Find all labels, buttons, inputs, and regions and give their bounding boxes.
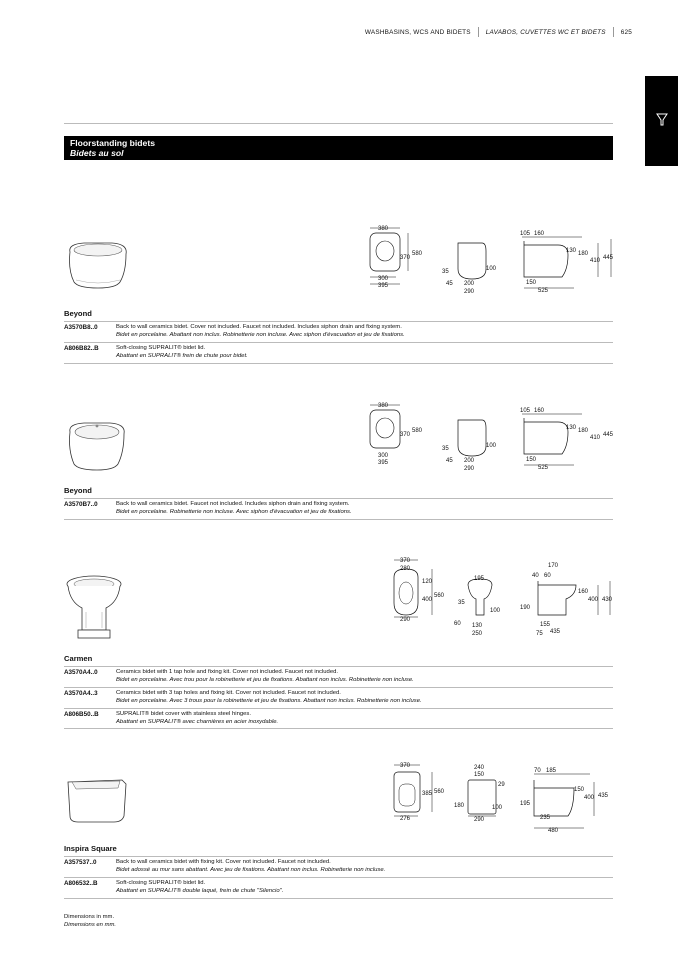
table-row <box>64 342 613 364</box>
description-fr: Bidet en porcelaine. Robinetterie non incluse. Avec siphon d'évacuation et jeu de fixations. <box>116 508 352 515</box>
dim-label: 120 <box>422 579 433 585</box>
dim-label: 400 <box>588 597 599 603</box>
dim-label: 35 <box>442 446 449 452</box>
description-en: Ceramics bidet with 3 tap holes and fixing kit. Cover not included. Faucet not included. <box>116 689 341 696</box>
dim-label: 580 <box>412 428 423 434</box>
table-row <box>64 877 613 899</box>
section-title-en: Floorstanding bidets <box>70 138 155 148</box>
inspira-square-bidet-image <box>64 772 130 826</box>
description-fr: Bidet en porcelaine. Avec trou pour la robinetterie et jeu de fixations. Abattant non inclus. Robinetterie non incluse. <box>116 676 414 683</box>
dim-label: 400 <box>422 597 433 603</box>
dimensions-note-fr: Dimensions en mm. <box>64 921 117 928</box>
dim-label: 235 <box>540 815 551 821</box>
dim-label: 560 <box>434 593 445 599</box>
dim-label: 45 <box>446 458 453 464</box>
dim-label: 160 <box>578 589 589 595</box>
description-fr: Bidet adossé au mur sans abattant. Avec jeu de fixations. Abattant non inclus. Robinetterie non incluse. <box>116 866 386 873</box>
dim-label: 410 <box>590 258 601 264</box>
section-name-fr: LAVABOS, CUVETTES WC ET BIDETS <box>485 28 606 36</box>
dim-label: 370 <box>400 432 411 438</box>
dim-label: 180 <box>578 251 589 257</box>
dim-label: 100 <box>486 443 497 449</box>
dim-label: 435 <box>598 793 609 799</box>
dim-label: 130 <box>566 425 577 431</box>
dim-label: 200 <box>464 281 475 287</box>
description-fr: Abattant en SUPRALIT® avec charnières en acier inoxydable. <box>116 718 279 725</box>
dim-label: 150 <box>574 787 585 793</box>
product-name: Inspira Square <box>64 844 117 853</box>
dim-label: 160 <box>534 408 545 414</box>
dim-label: 380 <box>378 226 389 232</box>
product-code: A806B82..B <box>64 344 99 352</box>
dim-label: 130 <box>472 623 483 629</box>
dim-label: 300 <box>378 453 389 459</box>
carmen-technical-drawing <box>384 555 620 645</box>
product-name: Beyond <box>64 309 92 318</box>
product-name: Beyond <box>64 486 92 495</box>
dim-label: 180 <box>578 428 589 434</box>
header-divider <box>613 27 614 37</box>
dim-label: 105 <box>520 408 531 414</box>
product-description <box>116 345 613 361</box>
chapter-tab <box>645 76 678 166</box>
dim-label: 380 <box>378 403 389 409</box>
product-description <box>116 880 613 896</box>
dim-label: 60 <box>544 573 551 579</box>
table-row <box>64 498 613 520</box>
beyond-bidet-image <box>64 238 132 293</box>
description-fr: Abattant en SUPRALIT® frein de chute pour bidet. <box>116 352 248 359</box>
dim-label: 580 <box>412 251 423 257</box>
product-code: A3570B7..0 <box>64 501 98 508</box>
dim-label: 385 <box>422 791 433 797</box>
dimensions-note-en: Dimensions in mm. <box>64 914 115 920</box>
dim-label: 240 <box>474 765 485 771</box>
dim-label: 40 <box>532 573 539 579</box>
dim-label: 155 <box>540 622 551 628</box>
beyond-technical-drawing <box>362 221 620 301</box>
product-code: A806532..B <box>64 879 98 887</box>
beyond-bidet-image <box>64 418 130 476</box>
product-code: A3570B8..0 <box>64 324 98 331</box>
description-en: Ceramics bidet with 1 tap hole and fixing kit. Cover not included. Faucet not included. <box>116 669 339 675</box>
beyond-technical-drawing <box>362 398 620 478</box>
product-description <box>116 669 613 685</box>
table-row <box>64 856 613 877</box>
dim-label: 195 <box>520 801 531 807</box>
product-description <box>116 501 613 517</box>
dim-label: 480 <box>548 828 559 834</box>
dim-label: 445 <box>603 255 614 261</box>
product-table <box>64 321 613 364</box>
dim-label: 280 <box>400 566 411 572</box>
table-row <box>64 321 613 342</box>
dim-label: 525 <box>538 465 549 471</box>
dim-label: 150 <box>526 280 537 286</box>
washbasin-icon <box>656 113 668 127</box>
description-en: Back to wall ceramics bidet with fixing kit. Cover not included. Faucet not included. <box>116 859 331 865</box>
dim-label: 45 <box>446 281 453 287</box>
running-header <box>365 27 632 37</box>
section-title-bar <box>64 136 613 160</box>
dim-label: 170 <box>548 563 559 569</box>
product-table <box>64 498 613 520</box>
dim-label: 195 <box>474 576 485 582</box>
dim-label: 410 <box>590 435 601 441</box>
dim-label: 150 <box>526 457 537 463</box>
dim-label: 370 <box>400 558 411 564</box>
product-code: A3570A4..3 <box>64 689 98 697</box>
dim-label: 35 <box>442 269 449 275</box>
product-table <box>64 856 613 899</box>
dim-label: 75 <box>536 631 543 637</box>
dim-label: 276 <box>400 816 411 822</box>
dim-label: 435 <box>550 629 561 635</box>
description-fr: Abattant en SUPRALIT® double laqué, frein de chute "Silencio". <box>116 887 284 894</box>
product-name: Carmen <box>64 654 93 663</box>
page-number: 625 <box>620 28 632 36</box>
dim-label: 200 <box>464 458 475 464</box>
dim-label: 105 <box>520 231 531 237</box>
product-description <box>116 690 613 706</box>
description-en: Soft-closing SUPRALIT® bidet lid. <box>116 344 206 351</box>
dim-label: 130 <box>566 248 577 254</box>
product-description <box>116 711 613 727</box>
dim-label: 290 <box>474 817 485 823</box>
description-en: Back to wall ceramics bidet. Cover not included. Faucet not included. Includes siphon drain and fixing system. <box>116 324 402 330</box>
dim-label: 29 <box>498 782 505 788</box>
top-rule <box>64 123 613 124</box>
product-description <box>116 859 613 875</box>
dim-label: 400 <box>584 795 595 801</box>
dim-label: 370 <box>400 763 411 769</box>
description-fr: Bidet en porcelaine. Avec 3 trous pour la robinetterie et jeu de fixations. Abattant non inclus. Robinetterie non incluse. <box>116 697 422 704</box>
table-row <box>64 708 613 730</box>
dim-label: 395 <box>378 283 389 289</box>
product-code: A3570A4..0 <box>64 669 98 676</box>
dim-label: 290 <box>400 617 411 623</box>
description-fr: Bidet en porcelaine. Abattant non inclus. Robinetterie non incluse. Avec siphon d'évacuation et jeu de fixations. <box>116 331 405 338</box>
carmen-bidet-image <box>64 572 124 644</box>
product-code: A806B50..B <box>64 710 99 718</box>
dim-label: 395 <box>378 460 389 466</box>
dim-label: 100 <box>492 805 503 811</box>
inspira-square-technical-drawing <box>384 758 620 848</box>
dim-label: 430 <box>602 597 613 603</box>
dim-label: 100 <box>486 266 497 272</box>
dim-label: 190 <box>520 605 531 611</box>
dim-label: 185 <box>546 768 557 774</box>
dim-label: 560 <box>434 789 445 795</box>
dimensions-note <box>64 914 116 930</box>
dim-label: 290 <box>464 289 475 295</box>
section-title-fr: Bidets au sol <box>70 148 124 158</box>
header-divider <box>478 27 479 37</box>
dim-label: 300 <box>378 276 389 282</box>
dim-label: 35 <box>458 600 465 606</box>
dim-label: 370 <box>400 255 411 261</box>
dim-label: 250 <box>472 631 483 637</box>
table-row <box>64 687 613 708</box>
section-name-en: WASHBASINS, WCS AND BIDETS <box>364 28 471 36</box>
dim-label: 60 <box>454 621 461 627</box>
dim-label: 180 <box>454 803 465 809</box>
dim-label: 445 <box>603 432 614 438</box>
dim-label: 70 <box>534 768 541 774</box>
dim-label: 160 <box>534 231 545 237</box>
description-en: SUPRALIT® bidet cover with stainless steel hinges. <box>116 710 251 717</box>
product-table <box>64 666 613 729</box>
product-description <box>116 324 613 340</box>
product-code: A357537..0 <box>64 859 97 866</box>
dim-label: 525 <box>538 288 549 294</box>
description-en: Soft-closing SUPRALIT® bidet lid. <box>116 879 206 886</box>
table-row <box>64 666 613 687</box>
description-en: Back to wall ceramics bidet. Faucet not included. Includes siphon drain and fixing system. <box>116 501 350 507</box>
dim-label: 150 <box>474 772 485 778</box>
dim-label: 290 <box>464 466 475 472</box>
dim-label: 100 <box>490 608 501 614</box>
